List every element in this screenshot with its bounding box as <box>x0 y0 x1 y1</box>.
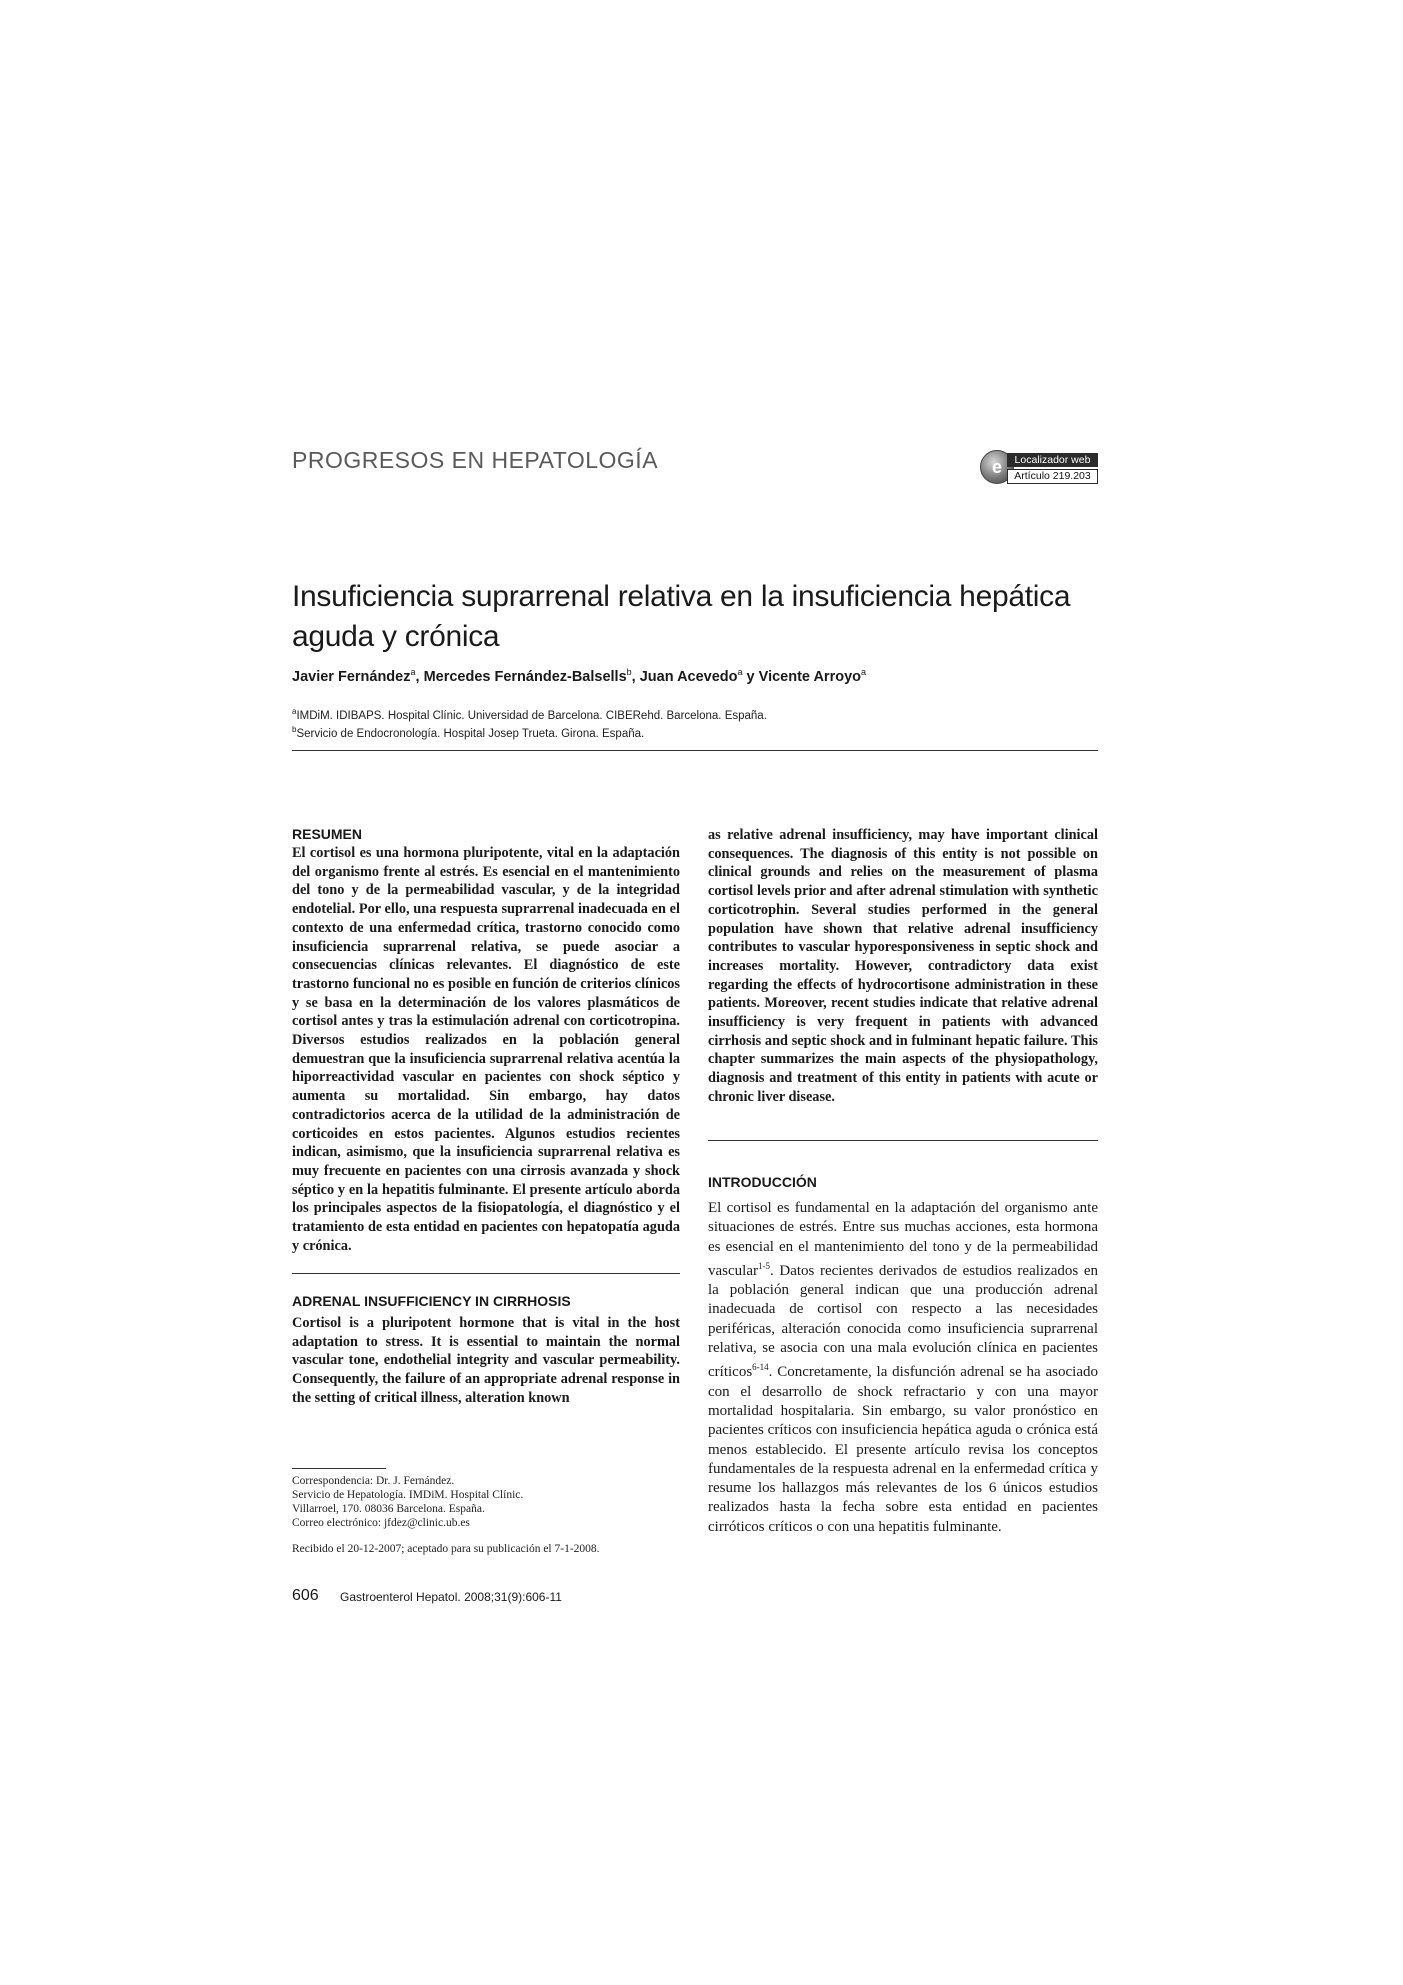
affiliation-line: $^a$IMDiM. IDIBAPS. Hospital Clínic. Universidad de Barcelona. CIBERehd. Barcelona. España. <box>292 707 767 722</box>
english-abstract-text: Cortisol is a pluripotent hormone that is vital in the host adaptation to stress. It is essential to maintain the normal vascular tone, endothelial integrity and vascular permeability. Consequently, the failure of an appropriate adrenal response in the setting of critical illness, alteration known <box>292 1315 680 1406</box>
locator-article-number: Artículo 219.203 <box>1007 469 1098 484</box>
correspondence-line: Villarroel, 170. 08036 Barcelona. España. <box>292 1503 485 1515</box>
locator-label: Localizador web <box>1007 453 1098 467</box>
abstract-end-divider <box>708 1140 1098 1141</box>
author-affiliation-mark: a <box>410 667 416 677</box>
correspondence-email: Correo electrónico: jfdez@clinic.ub.es <box>292 1517 470 1529</box>
correspondence-line: Servicio de Hepatología. IMDiM. Hospital Clínic. <box>292 1489 524 1501</box>
author-name: Juan Acevedo <box>639 668 738 685</box>
footnote-divider <box>292 1468 386 1469</box>
author-name: Javier Fernández <box>292 668 411 685</box>
english-abstract-text-continued: as relative adrenal insufficiency, may have important clinical consequences. The diagnosis of this entity is not possible on clinical grounds and relies on the measurement of plasma cortisol levels prior and after adrenal stimulation with synthetic corticotrophin. Several studies performed in the general population have shown that relative adrenal insufficiency contributes to vascular hyporesponsiveness in septic shock and increases mortality. However, contradictory data exist regarding the effects of hydrocortisone administration in these patients. Moreover, recent studies indicate that relative adrenal insufficiency is very frequent in patients with advanced cirrhosis and septic shock and in fulminant hepatic failure. This chapter summarizes the main aspects of the physiopathology, diagnosis and treatment of this entity in patients with acute or chronic liver disease. <box>708 827 1098 1105</box>
header-divider <box>292 750 1098 751</box>
author-name: Vicente Arroyo <box>758 668 861 685</box>
resumen-text: El cortisol es una hormona pluripotente, vital en la adaptación del organismo frente al estrés. Es esencial en el mantenimiento del tono y de la permeabilidad vascular, y de la integridad endotelial. Por ello, una respuesta suprarrenal inadecuada en el contexto de una enfermedad crítica, trastorno conocido como insuficiencia suprarrenal relativa, se puede asociar a consecuencias clínicas relevantes. El diagnóstico de este trastorno funcional no es posible en función de criterios clínicos y se basa en la determinación de los valores plasmáticos de cortisol antes y tras la estimulación adrenal con corticotropina. Diversos estudios realizados en la población general demuestran que la insuficiencia suprarrenal relativa acentúa la hiporreactividad vascular en pacientes con shock séptico y aumenta su mortalidad. Sin embargo, hay datos contradictorios acerca de la utilidad de la administración de corticoides en estos pacientes. Algunos estudios recientes indican, asimismo, que la insuficiencia suprarrenal relativa es muy frecuente en pacientes con una cirrosis avanzada y shock séptico y en la hepatitis fulminante. El presente artículo aborda los principales aspectos de la fisiopatología, el diagnóstico y el tratamiento de esta entidad en pacientes con hepatopatía aguda y crónica. <box>292 845 680 1254</box>
journal-citation: Gastroenterol Hepatol. 2008;31(9):606-11 <box>340 1590 562 1604</box>
affiliation-line: $^b$Servicio de Endocronología. Hospital Josep Trueta. Girona. España. <box>292 724 645 740</box>
received-dates: Recibido el 20-12-2007; aceptado para su publicación el 7-1-2008. <box>292 1543 600 1555</box>
abstract-divider <box>292 1273 680 1274</box>
introduccion-text: El cortisol es fundamental en la adaptación del organismo ante situaciones de estrés. Entre sus muchas acciones, esta hormona es esencial en el mantenimiento del tono y de la permeabilidad vascular$^{1-5}$. Datos recientes derivados de estudios realizados en la población general indican que una producción adrenal inadecuada de cortisol con respecto a las necesidades periféricas, alteración conocida como insuficiencia suprarrenal relativa, se asocia con una mala evolución clínica en pacientes críticos$^{6-14}$. Concretamente, la disfunción adrenal se ha asociado con el desarrollo de shock refractario y con una mayor mortalidad hospitalaria. Sin embargo, su valor pronóstico en pacientes críticos con insuficiencia hepática aguda o crónica está menos establecido. El presente artículo revisa los conceptos fundamentales de la respuesta adrenal en la enfermedad crítica y resume los hallazgos más relevantes de los 6 únicos estudios realizados hasta la fecha sobre esta entidad en pacientes cirróticos críticos o con una hepatitis fulminante. <box>708 1200 1098 1535</box>
english-abstract-heading: ADRENAL INSUFFICIENCY IN CIRRHOSIS <box>292 1293 571 1309</box>
author-name: Mercedes Fernández-Balsells <box>423 668 627 685</box>
article-title: Insuficiencia suprarrenal relativa en la insuficiencia hepática aguda y crónica <box>292 580 1071 653</box>
author-affiliation-mark: a <box>737 667 743 677</box>
journal-section-header: PROGRESOS EN HEPATOLOGÍA <box>292 447 659 473</box>
affiliations <box>292 705 767 741</box>
author-list: Javier Fernández$^a$, Mercedes Fernández-Balsells$^b$, Juan Acevedo$^a$ y Vicente Arroyo$^a$ <box>292 667 867 685</box>
author-affiliation-mark: a <box>861 667 867 677</box>
citation-ref: 1-5 <box>757 1260 770 1271</box>
page-number: 606 <box>292 1587 319 1604</box>
web-locator-badge[interactable] <box>980 450 1098 486</box>
correspondence-note <box>292 1474 523 1530</box>
citation-ref: 6-14 <box>752 1362 769 1373</box>
globe-icon: e <box>980 450 1014 484</box>
resumen-heading: RESUMEN <box>292 826 363 842</box>
author-affiliation-mark: b <box>626 667 632 677</box>
correspondence-line: Correspondencia: Dr. J. Fernández. <box>292 1475 455 1487</box>
introduccion-heading: INTRODUCCIÓN <box>708 1174 817 1190</box>
